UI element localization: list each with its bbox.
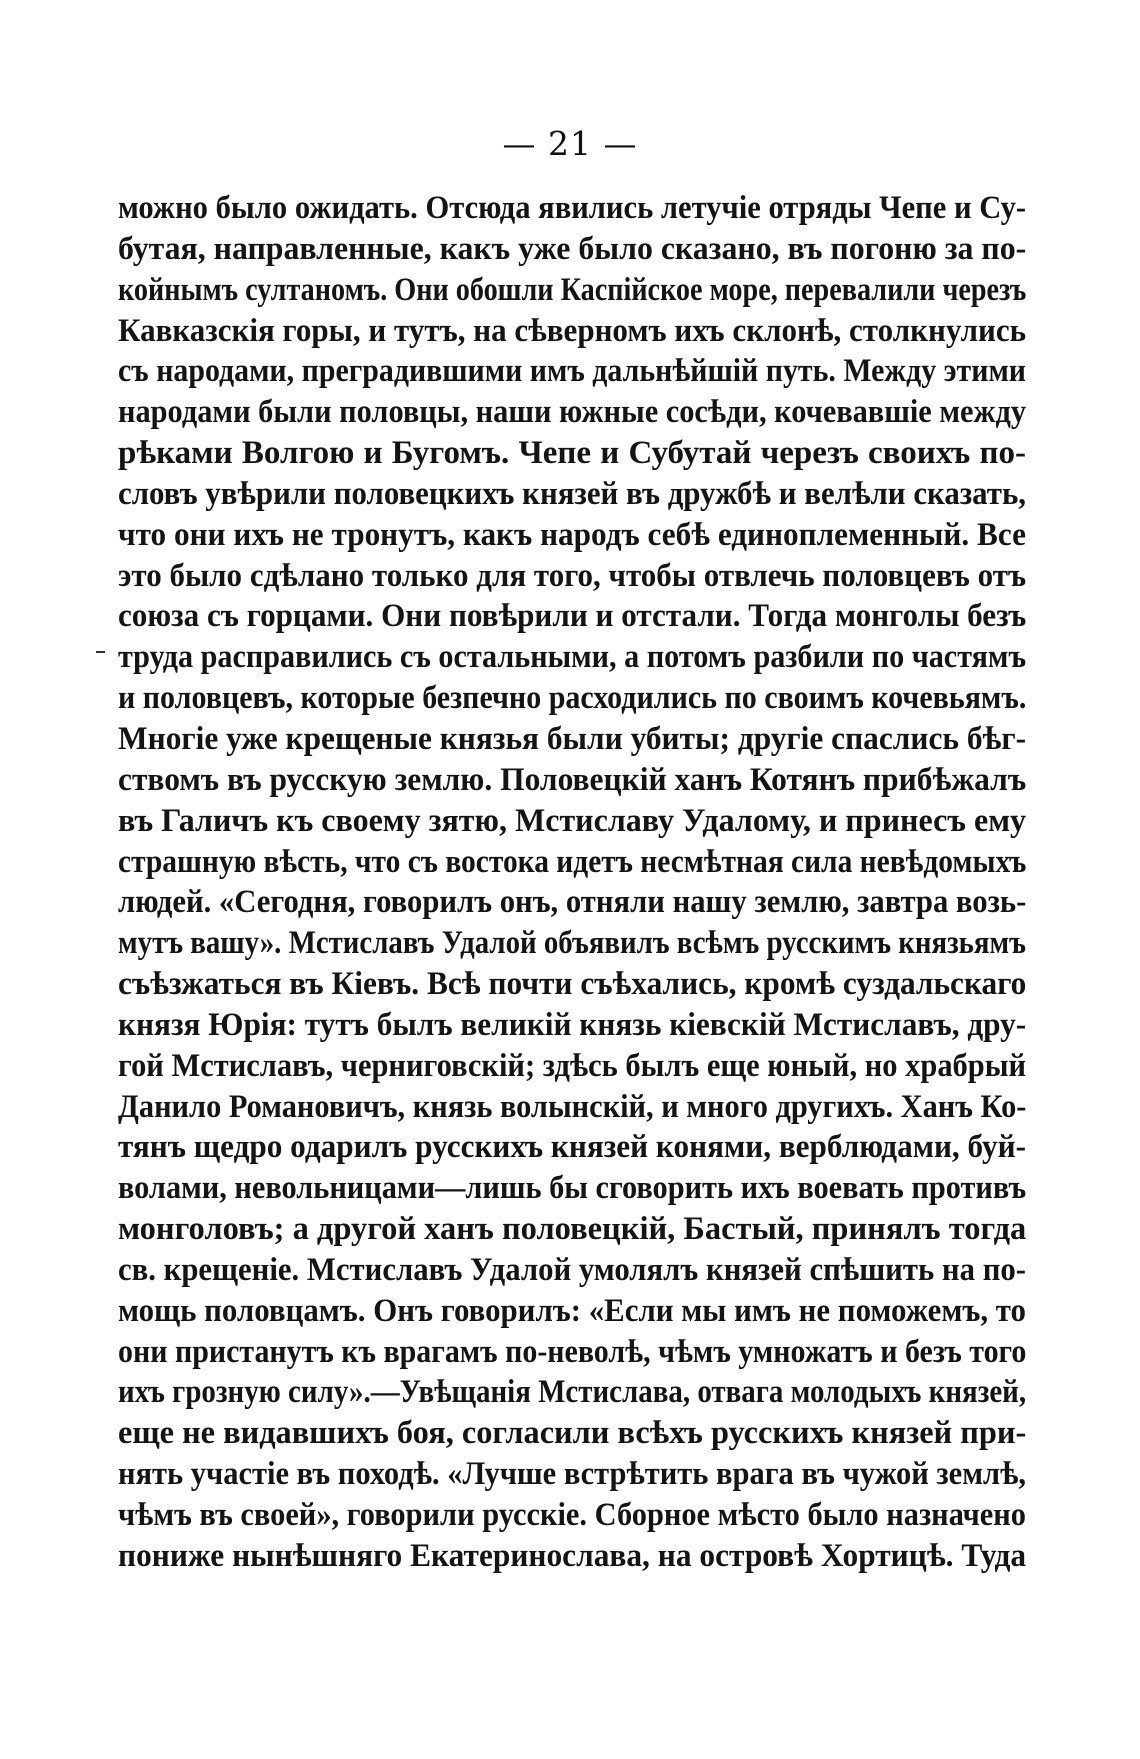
body-text — [118, 188, 1026, 1577]
text-line: волами, невольницами—лишь бы сговорить ихъ воевать противъ — [118, 1170, 1027, 1207]
text-line: труда расправились съ остальными, а потомъ разбили по частямъ — [118, 639, 1027, 676]
text-line: мутъ вашу». Мстиславъ Удалой объявилъ всѣмъ русскимъ князьямъ — [118, 925, 1026, 962]
text-line: съѣзжаться въ Кіевъ. Всѣ почти съѣхались, кромѣ суздальскаго — [118, 966, 1027, 1003]
text-line: это было сдѣлано только для того, чтобы отвлечь половцевъ отъ — [118, 557, 1027, 594]
text-line: рѣками Волгою и Бугомъ. Чепе и Субутай черезъ своихъ по- — [118, 435, 1026, 472]
text-line: пониже нынѣшняго Екатеринослава, на островѣ Хортицѣ. Туда — [118, 1537, 1027, 1574]
text-line: еще не видавшихъ боя, согласили всѣхъ русскихъ князей при- — [118, 1415, 1027, 1452]
text-line: народами были половцы, наши южные сосѣди, кочевавшіе между — [118, 394, 1027, 431]
text-line: словъ увѣрили половецкихъ князей въ дружбѣ и велѣли сказать, — [118, 475, 1026, 512]
text-line: въ Галичъ къ своему зятю, Мстиславу Удалому, и принесъ ему — [118, 802, 1027, 839]
text-line: и половцевъ, которые безпечно расходились по своимъ кочевьямъ. — [118, 680, 1027, 717]
text-line: людей. «Сегодня, говорилъ онъ, отняли нашу землю, завтра возь- — [118, 884, 1027, 921]
text-line: монголовъ; а другой ханъ половецкій, Бастый, принялъ тогда — [118, 1211, 1027, 1248]
text-line: койнымъ султаномъ. Они обошли Каспійское море, перевалили черезъ — [118, 271, 1027, 308]
text-line: князя Юрія: тутъ былъ великій князь кіевскій Мстиславъ, дру- — [118, 1006, 1027, 1043]
text-line: ствомъ въ русскую землю. Половецкій ханъ Котянъ прибѣжалъ — [118, 761, 1027, 798]
text-line: ихъ грозную силу».—Увѣщанія Мстислава, отвага молодыхъ князей, — [118, 1374, 1027, 1411]
page-number: — 21 — — [502, 124, 638, 163]
text-line: съ народами, преградившими имъ дальнѣйшій путь. Между этими — [118, 353, 1027, 390]
text-line: нять участіе въ походѣ. «Лучше встрѣтить врага въ чужой землѣ, — [118, 1456, 1026, 1493]
text-line: Кавказскія горы, и тутъ, на сѣверномъ ихъ склонѣ, столкнулись — [118, 312, 1027, 349]
text-line: св. крещеніе. Мстиславъ Удалой умолялъ князей спѣшить на по- — [118, 1251, 1027, 1288]
text-line: Данило Романовичъ, князь волынскій, и много другихъ. Ханъ Ко- — [118, 1088, 1027, 1125]
text-line: мощь половцамъ. Онъ говорилъ: «Если мы имъ не поможемъ, то — [118, 1292, 1026, 1329]
text-line: они пристанутъ къ врагамъ по-неволѣ, чѣмъ умножатъ и безъ того — [118, 1333, 1027, 1370]
text-line: что они ихъ не тронутъ, какъ народъ себѣ единоплеменный. Все — [118, 516, 1026, 553]
text-line: Многіе уже крещеные князья были убиты; другіе спаслись бѣг- — [118, 720, 1027, 757]
text-line: бутая, направленные, какъ уже было сказано, въ погоню за по- — [118, 230, 1027, 267]
text-line: чѣмъ въ своей», говорили русскіе. Сборное мѣсто было назначено — [118, 1497, 1027, 1533]
margin-mark — [96, 651, 105, 653]
text-line: гой Мстиславъ, черниговскій; здѣсь былъ еще юный, но храбрый — [118, 1047, 1027, 1084]
text-line: тянъ щедро одарилъ русскихъ князей конями, верблюдами, буй- — [118, 1129, 1026, 1166]
text-line: союза съ горцами. Они повѣрили и отстали. Тогда монголы безъ — [118, 598, 1027, 635]
text-line: можно было ожидать. Отсюда явились летучіе отряды Чепе и Су- — [118, 190, 1027, 226]
text-line: страшную вѣсть, что съ востока идетъ несмѣтная сила невѣдомыхъ — [118, 843, 1027, 880]
